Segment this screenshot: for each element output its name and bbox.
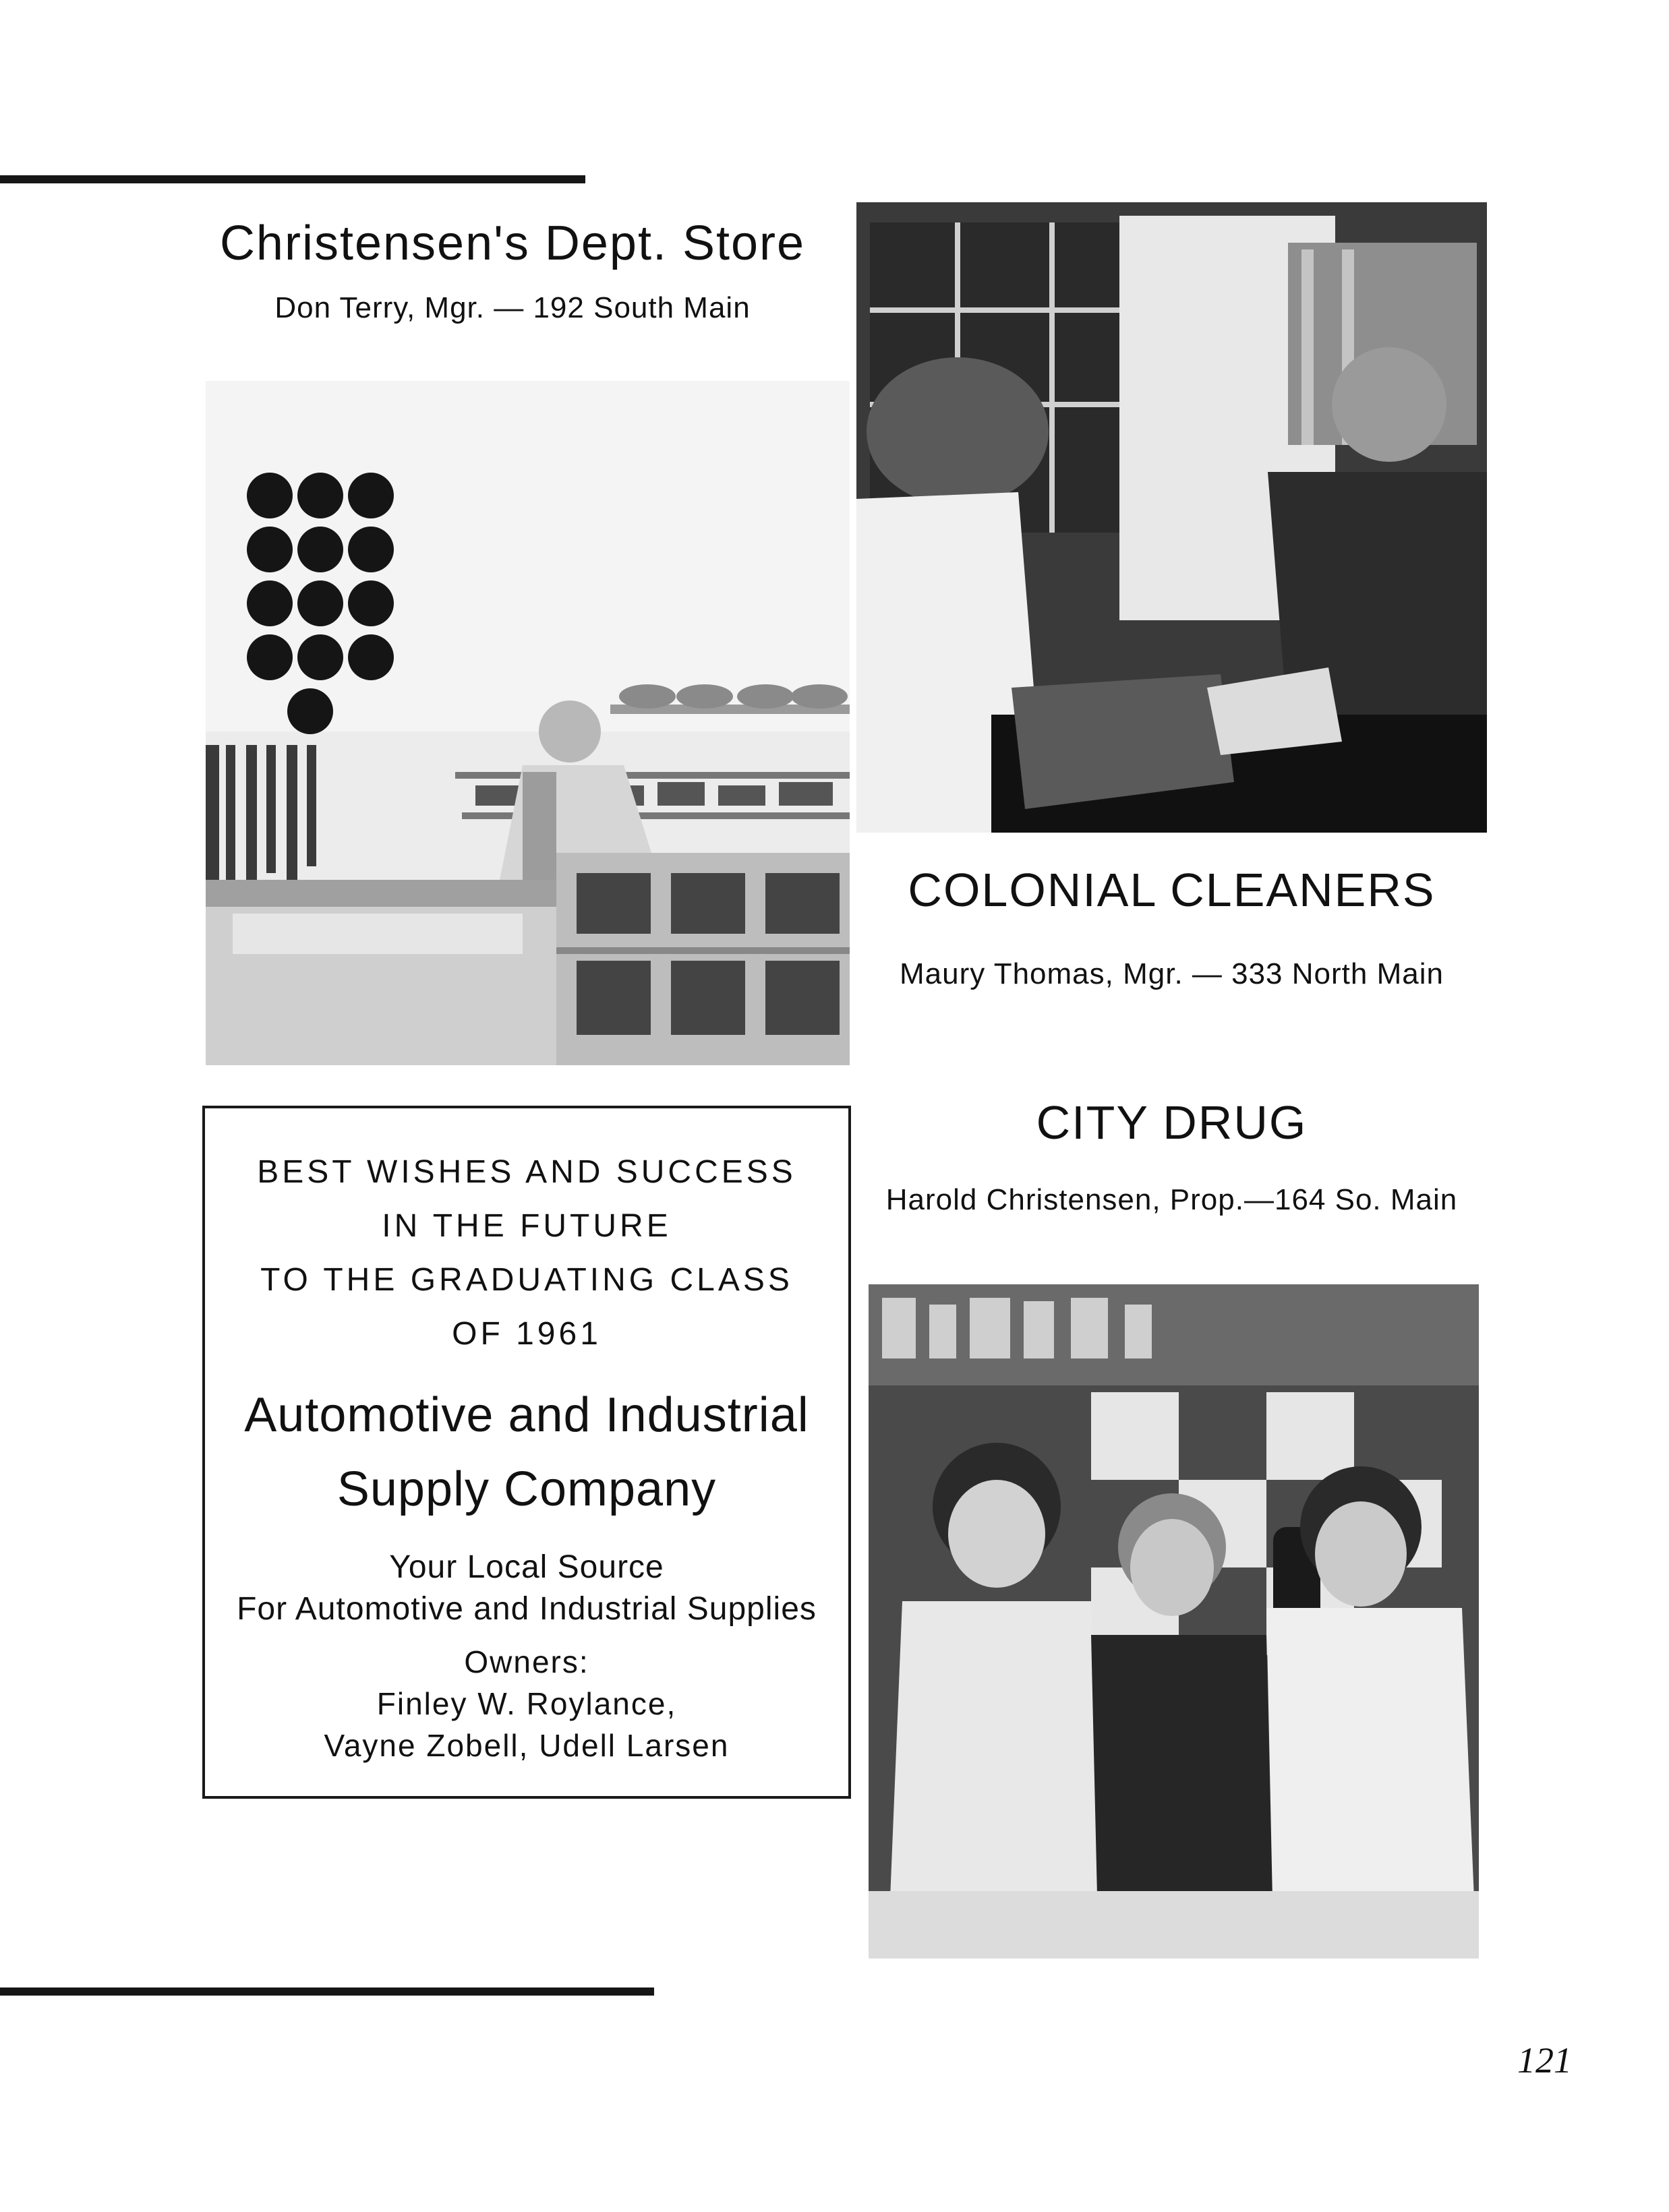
automotive-supply-ad: [202, 1106, 851, 1799]
ad-owners-line: Vayne Zobell, Udell Larsen: [324, 1728, 730, 1763]
ad-tagline-line: For Automotive and Industrial Supplies: [237, 1591, 817, 1627]
ad-wishes-line: OF 1961: [452, 1316, 602, 1352]
colonial-cleaners-photo: [856, 202, 1487, 833]
city-drug-subtitle: Harold Christensen, Prop.—164 So. Main: [885, 1183, 1458, 1216]
colonial-title: COLONIAL CLEANERS: [908, 864, 1436, 916]
ad-company-line: Automotive and Industrial: [244, 1388, 809, 1442]
ad-wishes-line: TO THE GRADUATING CLASS: [260, 1262, 793, 1298]
colonial-subtitle: Maury Thomas, Mgr. — 333 North Main: [900, 957, 1444, 990]
colonial-header: [856, 863, 1487, 991]
city-drug-header: [856, 1096, 1487, 1217]
ad-tagline-line: Your Local Source: [389, 1549, 664, 1585]
ad-wishes-line: BEST WISHES AND SUCCESS: [257, 1154, 796, 1190]
christensens-title: Christensen's Dept. Store: [219, 216, 806, 270]
ad-tagline: [205, 1547, 848, 1630]
ad-wishes-line: IN THE FUTURE: [382, 1208, 672, 1244]
christensens-store-photo: [206, 381, 850, 1065]
city-drug-title: CITY DRUG: [1036, 1096, 1308, 1149]
top-rule: [0, 175, 585, 183]
ad-owners-line: Finley W. Roylance,: [376, 1686, 677, 1721]
ad-owners-label: Owners:: [464, 1644, 589, 1679]
bottom-rule: [0, 1987, 654, 1996]
page-number: 121: [1517, 2040, 1572, 2081]
ad-company-line: Supply Company: [336, 1462, 717, 1516]
christensens-header: [202, 216, 823, 325]
ad-company-name: [205, 1378, 848, 1526]
city-drug-photo: [869, 1284, 1479, 1959]
ad-wishes: [205, 1145, 848, 1361]
ad-owners: [205, 1641, 848, 1766]
christensens-subtitle: Don Terry, Mgr. — 192 South Main: [274, 291, 751, 324]
